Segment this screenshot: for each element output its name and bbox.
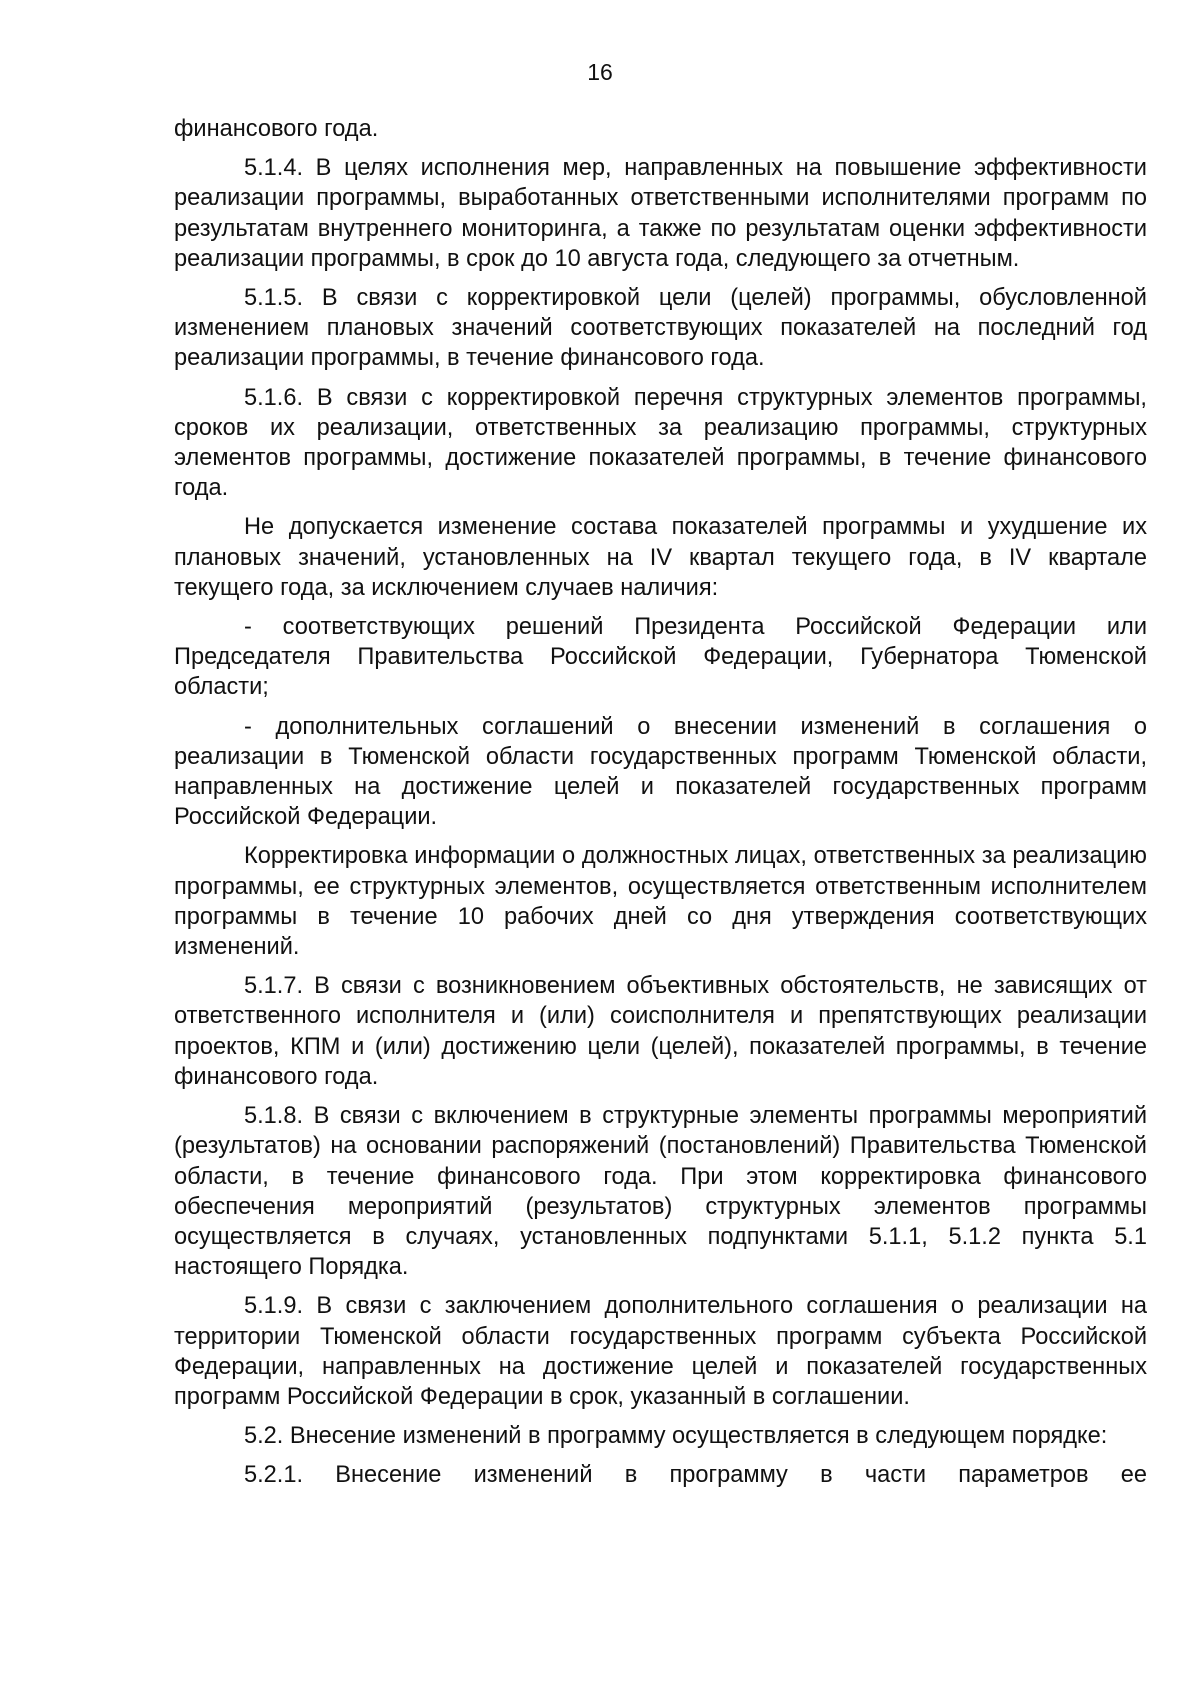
paragraph-5-1-5: 5.1.5. В связи с корректировкой цели (целей) программы, обусловленной изменением плановых значений соответствующих показателей на последний год реализации программы, в течение финансового года. [174, 285, 1147, 372]
paragraph-dash-2: - дополнительных соглашений о внесении изменений в соглашения о реализации в Тюменской области государственных программ Тюменской области, направленных на достижение целей и показателей государственных программ Российской Федерации. [174, 713, 1147, 831]
paragraph-5-1-6: 5.1.6. В связи с корректировкой перечня структурных элементов программы, сроков их реализации, ответственных за реализацию программы, структурных элементов программы, достижение показателей программы, в течение финансового года. [174, 384, 1147, 502]
paragraph-not-allowed: Не допускается изменение состава показателей программы и ухудшение их плановых значений, установленных на IV квартал текущего года, в IV квартале текущего года, за исключением случаев наличия: [174, 514, 1147, 601]
paragraph-5-2: 5.2. Внесение изменений в программу осуществляется в следующем порядке: [244, 1423, 1108, 1450]
paragraph-5-1-7: 5.1.7. В связи с возникновением объективных обстоятельств, не зависящих от ответственного исполнителя и (или) соисполнителя и препятствующих реализации проектов, КПМ и (или) достижению цели (целей), показателей программы, в течение финансового года. [174, 973, 1147, 1090]
document-body [174, 114, 1147, 1491]
paragraph-dash-1: - соответствующих решений Президента Российской Федерации или Председателя Правительства Российской Федерации, Губернатора Тюменской области; [174, 614, 1147, 701]
paragraph-intro: финансового года. [174, 116, 379, 142]
page-number: 16 [587, 59, 613, 85]
paragraph-5-1-8: 5.1.8. В связи с включением в структурные элементы программы мероприятий (результатов) на основании распоряжений (постановлений) Правительства Тюменской области, в течение финансового года. При этом корректировка финансового обеспечения мероприятий (результатов) структурных элементов программы осуществляется в случаях, установленных подпунктами 5.1.1, 5.1.2 пункта 5.1 настоящего Порядка. [174, 1103, 1147, 1281]
paragraph-5-2-1: 5.2.1. Внесение изменений в программу в части параметров ее [244, 1462, 1147, 1489]
paragraph-5-1-4: 5.1.4. В целях исполнения мер, направленных на повышение эффективности реализации программы, выработанных ответственными исполнителями программ по результатам внутреннего мониторинга, а также по результатам оценки эффективности реализации программы, в срок до 10 августа года, следующего за отчетным. [174, 155, 1147, 272]
paragraph-5-1-9: 5.1.9. В связи с заключением дополнительного соглашения о реализации на территории Тюменской области государственных программ субъекта Российской Федерации, направленных на достижение целей и показателей государственных программ Российской Федерации в срок, указанный в соглашении. [174, 1293, 1147, 1410]
paragraph-correction: Корректировка информации о должностных лицах, ответственных за реализацию программы, ее структурных элементов, осуществляется ответственным исполнителем программы в течение 10 рабочих дней со дня утверждения соответствующих изменений. [174, 843, 1147, 961]
